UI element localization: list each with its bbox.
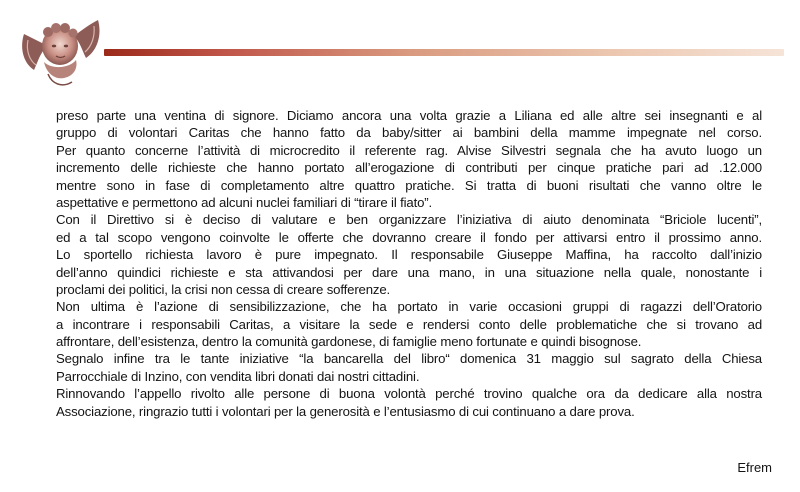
cherub-angel-icon bbox=[18, 12, 104, 92]
text-line: Non ultima è l’azione di sensibilizzazione, che ha portato in varie occasioni gruppi di ragazzi dell’Oratorio bbox=[56, 299, 762, 315]
text-line: Rinnovando l’appello rivolto alle persone di buona volontà perché trovino qualche ora da dedicare alla nostra bbox=[56, 386, 762, 402]
text-line: Lo sportello richiesta lavoro è pure impegnato. Il responsabile Giuseppe Maffina, ha raccolto dall’inizio bbox=[56, 247, 762, 263]
text-line: preso parte una ventina di signore. Diciamo ancora una volta grazie a Liliana ed alle altre sei insegnanti e al bbox=[56, 108, 762, 123]
text-line: Con il Direttivo si è deciso di valutare e ben organizzare l’iniziativa di aiuto denominata “Briciole lucenti”, bbox=[56, 212, 762, 228]
text-line: gruppo di volontari Caritas che hanno fatto da baby/sitter ai bambini della mamme impegnate nel corso. bbox=[56, 125, 762, 141]
text-line: Parrocchiale di Inzino, con vendita libri donati dai nostri cittadini. bbox=[56, 368, 420, 384]
text-line: mentre sono in fase di completamento altre quattro pratiche. Si tratta di buoni risultati che vanno oltre le bbox=[56, 177, 762, 193]
text-line: dell’anno quindici richieste e sta attivandosi per dare una mano, in una situazione nella quale, nonostante i bbox=[56, 264, 762, 280]
text-line: aspettative e permettono ad alcuni nuclei familiari di “tirare il fiato”. bbox=[56, 194, 433, 210]
text-line: incremento delle richieste che hanno portato all’erogazione di contributi per cinque pratiche pari ad .12.000 bbox=[56, 160, 762, 176]
text-line: ed a tal scopo vengono coinvolte le offerte che dovranno creare il fondo per attivarsi entro il prossimo anno. bbox=[56, 229, 762, 245]
text-line: proclami dei politici, la crisi non cessa di creare sofferenze. bbox=[56, 281, 391, 297]
header-divider-rule bbox=[104, 49, 784, 56]
text-line: a incontrare i responsabili Caritas, a visitare la sede e rendersi conto delle problematiche che si trovano ad bbox=[56, 316, 762, 332]
author-signature: Efrem bbox=[737, 460, 772, 475]
text-line: Per quanto concerne l’attività di microcredito il referente rag. Alvise Silvestri segnala che ha avuto luogo un bbox=[56, 142, 762, 158]
text-line: Associazione, ringrazio tutti i volontari per la generosità e l’entusiasmo di cui continuano a dare prova. bbox=[56, 403, 635, 419]
text-line: affrontare, dell’esistenza, dentro la comunità gardonese, di famiglie meno fortunate e quindi bisognose. bbox=[56, 334, 642, 350]
article-body bbox=[56, 107, 762, 420]
text-line: Segnalo infine tra le tante iniziative “la bancarella del libro“ domenica 31 maggio sul sagrato della Chiesa bbox=[56, 351, 762, 367]
